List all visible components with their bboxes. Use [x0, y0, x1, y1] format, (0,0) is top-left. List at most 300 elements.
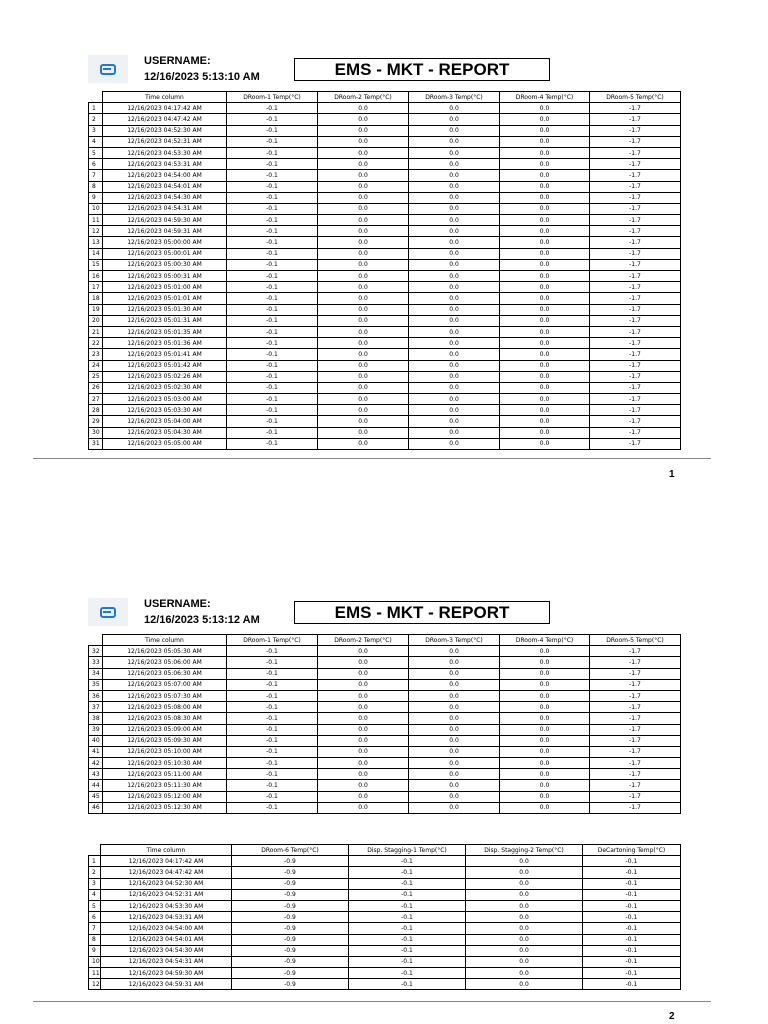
row-index: 26	[89, 382, 103, 393]
table-cell: -1.7	[590, 147, 681, 158]
row-index: 9	[89, 192, 103, 203]
table-cell: 0.0	[318, 758, 409, 769]
table-row	[89, 702, 681, 713]
table-cell: 0.0	[318, 226, 409, 237]
table-cell: -1.7	[590, 791, 681, 802]
column-header: DRoom-2 Temp(°C)	[318, 92, 409, 103]
table-cell: 0.0	[318, 203, 409, 214]
column-header: DRoom-1 Temp(°C)	[227, 92, 318, 103]
table-cell: 0.0	[318, 746, 409, 757]
table-cell: 12/16/2023 04:52:31 AM	[101, 889, 232, 900]
data-table-3	[88, 844, 681, 990]
table-cell: 0.0	[409, 690, 500, 701]
data-table-1	[88, 91, 681, 450]
table-cell: 0.0	[318, 690, 409, 701]
page-divider	[33, 458, 711, 459]
table-cell: -0.1	[583, 956, 681, 967]
table-row	[89, 968, 681, 979]
table-row	[89, 192, 681, 203]
table-cell: 0.0	[500, 646, 590, 657]
table-cell: 0.0	[318, 679, 409, 690]
table-cell: 0.0	[409, 170, 500, 181]
table-cell: 12/16/2023 05:00:01 AM	[103, 248, 227, 259]
table-cell: 12/16/2023 05:08:00 AM	[103, 702, 227, 713]
row-index: 42	[89, 758, 103, 769]
table-cell: -1.7	[590, 405, 681, 416]
table-cell: 0.0	[500, 780, 590, 791]
table-cell: 12/16/2023 04:54:01 AM	[101, 934, 232, 945]
table-cell: 0.0	[409, 338, 500, 349]
table-cell: 12/16/2023 05:01:36 AM	[103, 338, 227, 349]
table-cell: 0.0	[500, 237, 590, 248]
table-cell: 0.0	[318, 293, 409, 304]
table-cell: -1.7	[590, 382, 681, 393]
column-header: DRoom-3 Temp(°C)	[409, 635, 500, 646]
page-number: 1	[669, 469, 675, 480]
table-cell: 0.0	[318, 147, 409, 158]
table-row	[89, 394, 681, 405]
table-cell: -1.7	[590, 114, 681, 125]
table-row	[89, 690, 681, 701]
row-index: 4	[89, 136, 103, 147]
table-cell: -0.1	[583, 889, 681, 900]
table-cell: 12/16/2023 04:53:30 AM	[101, 900, 232, 911]
table-cell: 0.0	[500, 690, 590, 701]
table-cell: 12/16/2023 05:02:26 AM	[103, 371, 227, 382]
table-cell: -1.7	[590, 203, 681, 214]
table-cell: -0.1	[583, 856, 681, 867]
table-cell: 0.0	[500, 159, 590, 170]
table-cell: 0.0	[500, 438, 590, 449]
table-cell: 0.0	[466, 968, 583, 979]
table-header-row	[89, 845, 681, 856]
table-cell: -0.1	[227, 293, 318, 304]
table-cell: -0.1	[227, 360, 318, 371]
table-cell: -1.7	[590, 103, 681, 114]
table-cell: -1.7	[590, 136, 681, 147]
table-cell: -0.1	[227, 226, 318, 237]
row-index: 3	[89, 878, 101, 889]
table-cell: 12/16/2023 04:54:30 AM	[101, 945, 232, 956]
table-cell: 0.0	[500, 702, 590, 713]
table-cell: -1.7	[590, 304, 681, 315]
table-cell: -0.1	[227, 282, 318, 293]
table-cell: 0.0	[500, 315, 590, 326]
table-cell: -1.7	[590, 271, 681, 282]
table-cell: 0.0	[318, 438, 409, 449]
table-cell: -1.7	[590, 679, 681, 690]
username-label: USERNAME:	[144, 598, 211, 610]
table-cell: -1.7	[590, 170, 681, 181]
table-cell: 0.0	[500, 724, 590, 735]
table-cell: 0.0	[409, 282, 500, 293]
table-cell: -0.1	[227, 646, 318, 657]
table-cell: 12/16/2023 04:59:31 AM	[101, 979, 232, 990]
report-header-page-2	[88, 598, 688, 638]
table-cell: 12/16/2023 04:54:30 AM	[103, 192, 227, 203]
table-cell: 12/16/2023 05:06:00 AM	[103, 657, 227, 668]
table-cell: 0.0	[318, 702, 409, 713]
company-logo-icon	[88, 55, 128, 83]
table-cell: 0.0	[500, 103, 590, 114]
table-cell: 12/16/2023 05:10:00 AM	[103, 746, 227, 757]
table-cell: -0.1	[227, 438, 318, 449]
table-cell: 0.0	[409, 746, 500, 757]
table-cell: 0.0	[500, 259, 590, 270]
table-cell: 0.0	[500, 125, 590, 136]
table-cell: 12/16/2023 04:59:30 AM	[103, 215, 227, 226]
table-row	[89, 979, 681, 990]
table-cell: 12/16/2023 05:01:01 AM	[103, 293, 227, 304]
table-cell: -0.1	[227, 668, 318, 679]
table-cell: 12/16/2023 05:01:00 AM	[103, 282, 227, 293]
table-cell: 12/16/2023 05:00:31 AM	[103, 271, 227, 282]
table-cell: -0.1	[227, 170, 318, 181]
row-index: 29	[89, 416, 103, 427]
table-row	[89, 878, 681, 889]
table-cell: -0.9	[232, 912, 349, 923]
table-cell: -1.7	[590, 735, 681, 746]
table-cell: 0.0	[466, 900, 583, 911]
table-row	[89, 735, 681, 746]
table-cell: 0.0	[318, 315, 409, 326]
table-row	[89, 657, 681, 668]
table-cell: 0.0	[409, 758, 500, 769]
table-cell: 0.0	[500, 248, 590, 259]
table-cell: 12/16/2023 05:07:00 AM	[103, 679, 227, 690]
row-index: 41	[89, 746, 103, 757]
row-index: 19	[89, 304, 103, 315]
table-cell: -1.7	[590, 394, 681, 405]
table-cell: 12/16/2023 05:00:00 AM	[103, 237, 227, 248]
table-cell: 12/16/2023 05:08:30 AM	[103, 713, 227, 724]
table-cell: -0.1	[349, 889, 466, 900]
table-cell: 12/16/2023 04:17:42 AM	[101, 856, 232, 867]
table-cell: 0.0	[318, 360, 409, 371]
table-cell: -1.7	[590, 349, 681, 360]
table-cell: 0.0	[318, 259, 409, 270]
table-cell: -0.1	[227, 203, 318, 214]
table-cell: 0.0	[318, 215, 409, 226]
table-cell: -1.7	[590, 159, 681, 170]
row-index: 38	[89, 713, 103, 724]
table-cell: 0.0	[409, 136, 500, 147]
column-header: Disp. Stagging-2 Temp(°C)	[466, 845, 583, 856]
report-timestamp: 12/16/2023 5:13:10 AM	[144, 71, 260, 83]
table-row	[89, 136, 681, 147]
table-cell: 0.0	[409, 192, 500, 203]
table-cell: -0.1	[227, 136, 318, 147]
table-header-row	[89, 635, 681, 646]
table-cell: 0.0	[466, 856, 583, 867]
table-cell: -1.7	[590, 746, 681, 757]
table-cell: -0.1	[583, 968, 681, 979]
table-cell: 0.0	[409, 293, 500, 304]
table-cell: 0.0	[318, 416, 409, 427]
table-cell: 0.0	[409, 371, 500, 382]
table-cell: -0.1	[349, 900, 466, 911]
table-cell: 0.0	[466, 945, 583, 956]
table-cell: -0.1	[583, 900, 681, 911]
table-cell: 0.0	[318, 103, 409, 114]
table-cell: -0.1	[583, 934, 681, 945]
table-row	[89, 867, 681, 878]
table-cell: -0.1	[227, 791, 318, 802]
table-cell: 0.0	[318, 394, 409, 405]
row-index: 27	[89, 394, 103, 405]
table-cell: -0.1	[227, 114, 318, 125]
table-cell: -0.9	[232, 945, 349, 956]
table-cell: 12/16/2023 04:17:42 AM	[103, 103, 227, 114]
table-cell: 0.0	[409, 181, 500, 192]
table-row	[89, 438, 681, 449]
table-cell: 0.0	[500, 226, 590, 237]
table-cell: 12/16/2023 04:47:42 AM	[101, 867, 232, 878]
table-cell: 0.0	[500, 713, 590, 724]
table-cell: -0.1	[227, 427, 318, 438]
table-cell: -0.1	[227, 338, 318, 349]
row-index: 36	[89, 690, 103, 701]
table-cell: -0.1	[349, 956, 466, 967]
table-cell: 12/16/2023 05:09:30 AM	[103, 735, 227, 746]
column-header: Time column	[103, 635, 227, 646]
column-header: Time column	[103, 92, 227, 103]
table-cell: 0.0	[409, 215, 500, 226]
table-cell: -0.1	[227, 215, 318, 226]
table-cell: -0.1	[227, 780, 318, 791]
table-cell: 0.0	[409, 203, 500, 214]
table-cell: 0.0	[318, 791, 409, 802]
table-cell: 12/16/2023 04:53:31 AM	[101, 912, 232, 923]
row-index: 37	[89, 702, 103, 713]
table-row	[89, 746, 681, 757]
table-cell: 12/16/2023 04:59:31 AM	[103, 226, 227, 237]
table-cell: 0.0	[409, 103, 500, 114]
row-index: 28	[89, 405, 103, 416]
column-header: DRoom-2 Temp(°C)	[318, 635, 409, 646]
table-cell: -0.1	[227, 657, 318, 668]
table-cell: -1.7	[590, 248, 681, 259]
table-cell: 0.0	[409, 349, 500, 360]
table-cell: -1.7	[590, 237, 681, 248]
table-cell: -1.7	[590, 125, 681, 136]
row-index: 8	[89, 934, 101, 945]
table-cell: 0.0	[318, 427, 409, 438]
table-cell: 12/16/2023 04:52:31 AM	[103, 136, 227, 147]
table-row	[89, 713, 681, 724]
table-cell: 0.0	[409, 713, 500, 724]
table-row	[89, 416, 681, 427]
table-cell: 12/16/2023 04:54:00 AM	[101, 923, 232, 934]
report-title: EMS - MKT - REPORT	[294, 601, 550, 624]
table-cell: 0.0	[318, 338, 409, 349]
table-row	[89, 923, 681, 934]
row-index: 5	[89, 147, 103, 158]
table-cell: -0.9	[232, 979, 349, 990]
row-index: 17	[89, 282, 103, 293]
table-cell: 0.0	[318, 271, 409, 282]
table-row	[89, 125, 681, 136]
table-cell: 0.0	[500, 394, 590, 405]
table-cell: 0.0	[500, 181, 590, 192]
table-cell: -1.7	[590, 769, 681, 780]
table-row	[89, 956, 681, 967]
table-cell: 0.0	[500, 668, 590, 679]
table-cell: 0.0	[318, 304, 409, 315]
table-cell: -1.7	[590, 293, 681, 304]
table-row	[89, 382, 681, 393]
row-index: 5	[89, 900, 101, 911]
table-cell: 12/16/2023 05:02:30 AM	[103, 382, 227, 393]
table-cell: 0.0	[409, 780, 500, 791]
table-cell: -1.7	[590, 758, 681, 769]
row-index: 24	[89, 360, 103, 371]
table-cell: 12/16/2023 05:01:30 AM	[103, 304, 227, 315]
table-cell: 0.0	[318, 769, 409, 780]
table-cell: 0.0	[409, 147, 500, 158]
table-cell: 0.0	[409, 702, 500, 713]
table-row	[89, 226, 681, 237]
row-index: 8	[89, 181, 103, 192]
table-cell: -0.9	[232, 856, 349, 867]
table-cell: 12/16/2023 04:54:01 AM	[103, 181, 227, 192]
table-cell: -0.9	[232, 900, 349, 911]
table-cell: 0.0	[409, 382, 500, 393]
table-header-row	[89, 92, 681, 103]
table-cell: 12/16/2023 05:01:41 AM	[103, 349, 227, 360]
table-cell: 0.0	[409, 438, 500, 449]
table-cell: 0.0	[466, 867, 583, 878]
table-cell: 0.0	[318, 248, 409, 259]
column-header: DRoom-4 Temp(°C)	[500, 92, 590, 103]
table-cell: -0.1	[227, 724, 318, 735]
row-index-header	[89, 92, 103, 103]
table-cell: 0.0	[500, 282, 590, 293]
table-cell: 0.0	[409, 646, 500, 657]
company-logo-icon	[88, 598, 128, 626]
table-cell: 0.0	[500, 215, 590, 226]
row-index: 33	[89, 657, 103, 668]
table-cell: 0.0	[318, 657, 409, 668]
table-cell: -0.1	[583, 979, 681, 990]
table-cell: 12/16/2023 05:03:00 AM	[103, 394, 227, 405]
row-index: 13	[89, 237, 103, 248]
table-cell: 0.0	[409, 271, 500, 282]
table-cell: 0.0	[318, 724, 409, 735]
table-cell: 0.0	[500, 136, 590, 147]
table-cell: -1.7	[590, 215, 681, 226]
column-header: DRoom-4 Temp(°C)	[500, 635, 590, 646]
table-cell: 12/16/2023 05:01:31 AM	[103, 315, 227, 326]
table-cell: -1.7	[590, 282, 681, 293]
table-cell: -1.7	[590, 259, 681, 270]
table-cell: 0.0	[500, 114, 590, 125]
table-cell: -1.7	[590, 371, 681, 382]
row-index: 40	[89, 735, 103, 746]
table-cell: -0.1	[227, 304, 318, 315]
table-cell: 0.0	[318, 326, 409, 337]
table-cell: 12/16/2023 05:09:00 AM	[103, 724, 227, 735]
table-row	[89, 181, 681, 192]
row-index: 10	[89, 203, 103, 214]
table-cell: 0.0	[466, 923, 583, 934]
row-index: 31	[89, 438, 103, 449]
row-index: 30	[89, 427, 103, 438]
table-cell: -1.7	[590, 226, 681, 237]
row-index: 32	[89, 646, 103, 657]
table-cell: 0.0	[409, 248, 500, 259]
table-cell: 0.0	[318, 802, 409, 813]
table-cell: -0.9	[232, 867, 349, 878]
row-index: 16	[89, 271, 103, 282]
table-cell: 0.0	[500, 293, 590, 304]
table-cell: 0.0	[500, 192, 590, 203]
table-cell: -0.1	[349, 912, 466, 923]
table-cell: -0.1	[227, 181, 318, 192]
row-index: 14	[89, 248, 103, 259]
table-cell: -0.1	[227, 735, 318, 746]
table-cell: 0.0	[409, 427, 500, 438]
table-cell: -0.1	[227, 159, 318, 170]
row-index: 7	[89, 923, 101, 934]
table-cell: 0.0	[500, 271, 590, 282]
table-cell: 0.0	[500, 203, 590, 214]
report-title: EMS - MKT - REPORT	[294, 58, 550, 81]
row-index: 6	[89, 912, 101, 923]
table-cell: 0.0	[500, 338, 590, 349]
table-row	[89, 780, 681, 791]
table-cell: 0.0	[500, 791, 590, 802]
column-header: DRoom-3 Temp(°C)	[409, 92, 500, 103]
table-row	[89, 791, 681, 802]
table-cell: 0.0	[500, 170, 590, 181]
table-cell: -1.7	[590, 338, 681, 349]
table-cell: 12/16/2023 05:03:30 AM	[103, 405, 227, 416]
table-cell: 0.0	[500, 405, 590, 416]
table-cell: -0.1	[349, 856, 466, 867]
row-index: 9	[89, 945, 101, 956]
row-index: 22	[89, 338, 103, 349]
table-row	[89, 802, 681, 813]
table-cell: 0.0	[500, 735, 590, 746]
page-number: 2	[669, 1011, 675, 1022]
table-cell: 0.0	[500, 416, 590, 427]
table-cell: 0.0	[500, 758, 590, 769]
table-cell: -0.1	[227, 713, 318, 724]
row-index: 6	[89, 159, 103, 170]
table-cell: 0.0	[466, 878, 583, 889]
table-row	[89, 856, 681, 867]
table-cell: -1.7	[590, 427, 681, 438]
table-cell: 0.0	[500, 382, 590, 393]
table-cell: -0.1	[227, 103, 318, 114]
table-cell: 0.0	[318, 382, 409, 393]
table-cell: 0.0	[318, 282, 409, 293]
row-index: 43	[89, 769, 103, 780]
table-cell: -1.7	[590, 438, 681, 449]
row-index: 34	[89, 668, 103, 679]
table-cell: 12/16/2023 04:53:30 AM	[103, 147, 227, 158]
table-row	[89, 170, 681, 181]
table-cell: -0.1	[227, 394, 318, 405]
row-index: 2	[89, 867, 101, 878]
table-cell: -0.1	[227, 237, 318, 248]
table-cell: -1.7	[590, 724, 681, 735]
row-index: 23	[89, 349, 103, 360]
table-row	[89, 338, 681, 349]
table-cell: 0.0	[500, 769, 590, 780]
row-index: 2	[89, 114, 103, 125]
